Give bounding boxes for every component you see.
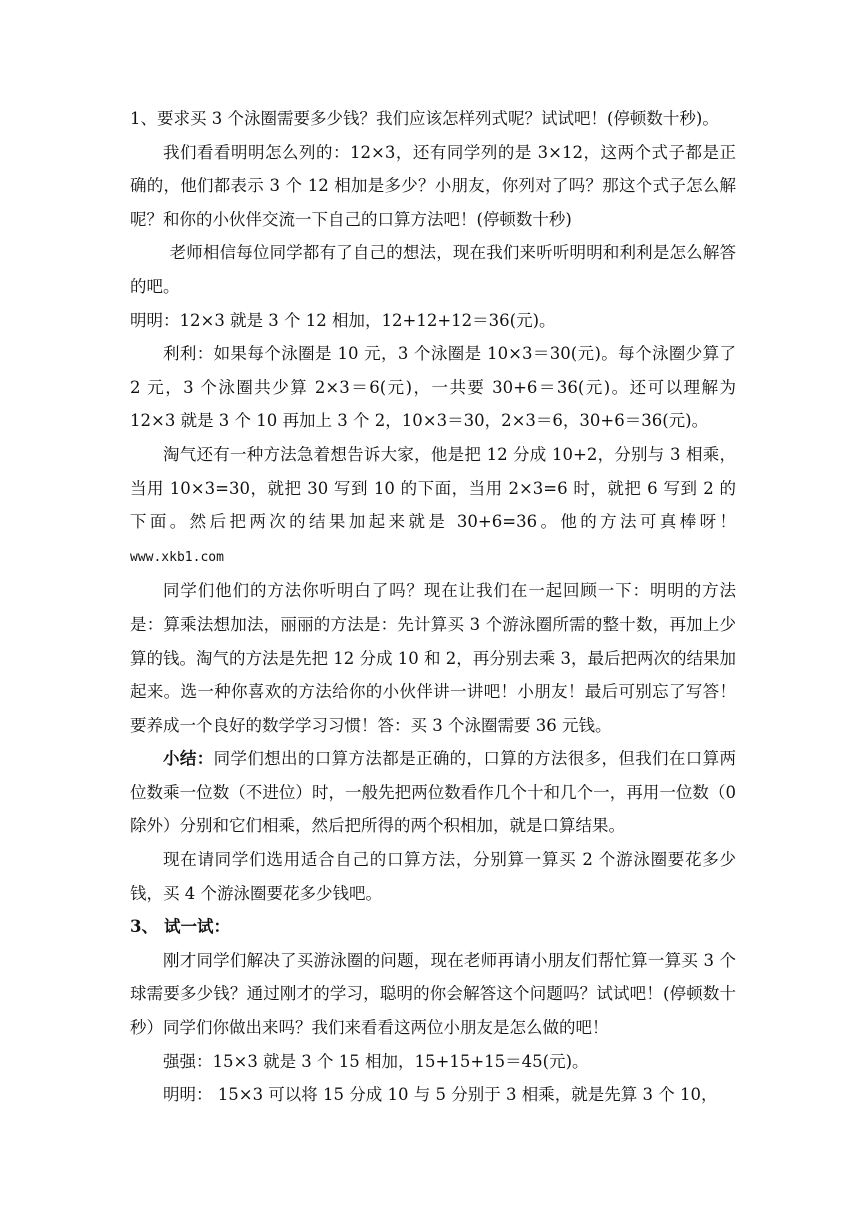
watermark-url: www.xkb1.com — [130, 549, 224, 565]
section-number: 3、 — [130, 917, 158, 937]
section-title: 试一试： — [164, 917, 230, 937]
section-heading-3 — [130, 910, 736, 944]
paragraph-question-1: 1、要求买 3 个泳圈需要多少钱？我们应该怎样列式呢？试试吧！(停顿数十秒)。 — [130, 109, 719, 128]
paragraph-mingming-formula: 我们看看明明怎么列的：12×3，还有同学列的是 3×12，这两个式子都是正确的，他们都表示 3 个 12 相加是多少？小朋友，你列对了吗？那这个式子怎么解呢？和你的小伙伴交流一下自己的口算方法吧！(停顿数十秒) — [130, 142, 736, 229]
paragraph-ball-problem: 刚才同学们解决了买游泳圈的问题，现在老师再请小朋友们帮忙算一算买 3 个球需要多少钱？通过刚才的学习，聪明的你会解答这个问题吗？试试吧！(停顿数十秒）同学们你做出来吗？我们来看看这两位小朋友是怎么做的吧！ — [130, 950, 736, 1038]
paragraph-qiangqiang-answer: 强强：15×3 就是 3 个 15 相加，15+15+15＝45(元)。 — [163, 1051, 589, 1071]
paragraph-taoqi-method — [130, 438, 736, 574]
paragraph-mingming-ball: 明明： 15×3 可以将 15 分成 10 与 5 分别于 3 相乘，就是先算 3 个 10， — [163, 1085, 718, 1105]
taoqi-method-text: 淘气还有一种方法急着想告诉大家，他是把 12 分成 10+2，分别与 3 相乘，当用 10×3=30，就把 30 写到 10 的下面，当用 2×3=6 时，就把 6 写到 2 的下面。然后把两次的结果加起来就是 30+6=36。他的方法可真棒呀！ — [130, 444, 736, 532]
paragraph-review: 同学们他们的方法你听明白了吗？现在让我们在一起回顾一下：明明的方法是：算乘法想加法，丽丽的方法是：先计算买 3 个游泳圈所需的整十数，再加上少算的钱。淘气的方法是先把 12 分成 10 和 2，再分别去乘 3，最后把两次的结果加起来。选一种你喜欢的方法给你的小伙伴讲一讲吧！小朋友！最后可别忘了写答！要养成一个良好的数学学习习惯！答：买 3 个泳圈需要 36 元钱。 — [130, 581, 736, 735]
paragraph-practice: 现在请同学们选用适合自己的口算方法，分别算一算买 2 个游泳圈要花多少钱，买 4 个游泳圈要花多少钱吧。 — [130, 850, 736, 903]
document-page — [130, 102, 736, 1112]
summary-text: 同学们想出的口算方法都是正确的，口算的方法很多，但我们在口算两位数乘一位数（不进位）时，一般先把两位数看作几个十和几个一，再用一位数（0 除外）分别和它们相乘，然后把所得的两个积相加，就是口算结果。 — [130, 749, 737, 836]
summary-label: 小结： — [163, 749, 214, 769]
paragraph-lili-answer: 利利：如果每个泳圈是 10 元，3 个泳圈是 10×3＝30(元)。每个泳圈少算了 2 元，3 个泳圈共少算 2×3＝6(元)，一共要 30+6＝36(元)。还可以理解为 12×3 就是 3 个 10 再加上 3 个 2，10×3＝30，2×3＝6，30+6＝36(元)。 — [130, 344, 736, 431]
paragraph-teacher-intro: 老师相信每位同学都有了自己的想法，现在我们来听听明明和利利是怎么解答的吧。 — [130, 243, 736, 296]
paragraph-mingming-answer: 明明：12×3 就是 3 个 12 相加，12+12+12＝36(元)。 — [130, 310, 556, 330]
paragraph-summary — [130, 742, 736, 843]
